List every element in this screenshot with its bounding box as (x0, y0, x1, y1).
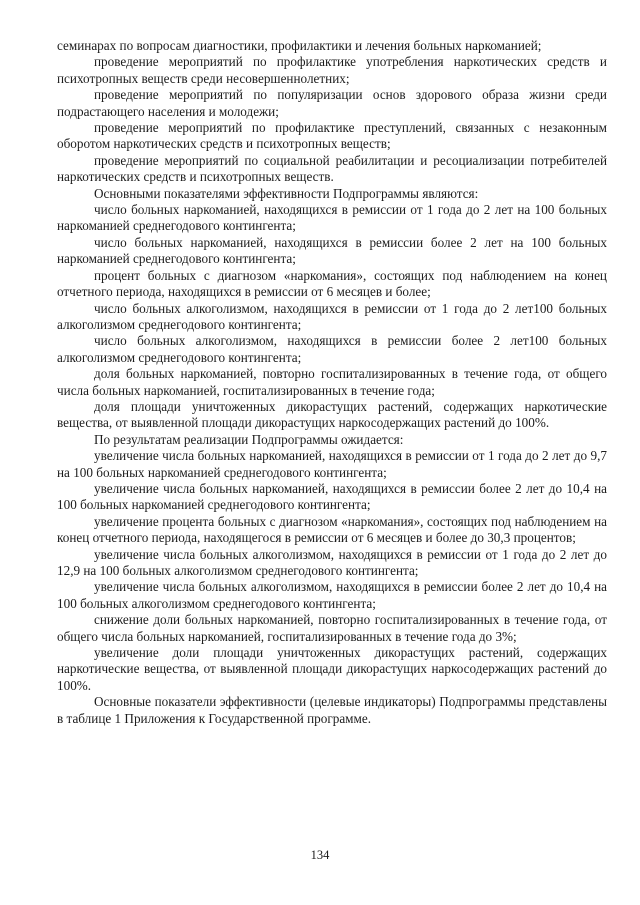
page-number: 134 (310, 848, 330, 862)
paragraph: увеличение числа больных алкоголизмом, находящихся в ремиссии более 2 лет до 10,4 на 100 больных алкоголизмом среднегодового контингента; (57, 579, 607, 611)
paragraph: Основные показатели эффективности (целевые индикаторы) Подпрограммы представлены в таблице 1 Приложения к Государственной программе. (57, 694, 607, 726)
paragraph-heading: Основными показателями эффективности Подпрограммы являются: (94, 185, 479, 201)
paragraph: число больных алкоголизмом, находящихся в ремиссии более 2 лет100 больных алкоголизмом среднегодового контингента; (57, 333, 607, 365)
paragraph-heading: По результатам реализации Подпрограммы ожидается: (94, 431, 404, 447)
paragraph: увеличение числа больных алкоголизмом, находящихся в ремиссии от 1 года до 2 лет до 12,9 на 100 больных алкоголизмом среднегодового контингента; (57, 546, 607, 578)
paragraph: доля больных наркоманией, повторно госпитализированных в течение года, от общего числа больных наркоманией, госпитализированных в течение года; (57, 366, 607, 398)
paragraph: увеличение процента больных с диагнозом «наркомания», состоящих под наблюдением на конец отчетного периода, находящегося в ремиссии от 6 месяцев и более до 30,3 процентов; (57, 513, 607, 546)
paragraph: снижение доли больных наркоманией, повторно госпитализированных в течение года, от общего числа больных наркоманией, госпитализированных в течение года до 3%; (57, 612, 607, 644)
document-page (57, 38, 607, 727)
paragraph: число больных наркоманией, находящихся в ремиссии более 2 лет на 100 больных наркоманией среднегодового контингента; (57, 234, 607, 267)
paragraph: проведение мероприятий по профилактике преступлений, связанных с незаконным оборотом наркотических средств и психотропных веществ; (57, 120, 607, 152)
paragraph: проведение мероприятий по популяризации основ здорового образа жизни среди подрастающего населения и молодежи; (57, 87, 607, 119)
paragraph: число больных алкоголизмом, находящихся в ремиссии от 1 года до 2 лет100 больных алкоголизмом среднегодового контингента; (57, 300, 607, 332)
paragraph: увеличение доли площади уничтоженных дикорастущих растений, содержащих наркотические вещества, от выявленной площади дикорастущих наркосодержащих растений до 100%. (57, 645, 607, 693)
paragraph-continuation: семинарах по вопросам диагностики, профилактики и лечения больных наркоманией; (57, 38, 542, 53)
paragraph: проведение мероприятий по социальной реабилитации и ресоциализации потребителей наркотических средств и психотропных веществ. (57, 152, 607, 185)
paragraph: доля площади уничтоженных дикорастущих растений, содержащих наркотические вещества, от выявленной площади дикорастущих наркосодержащих растений до 100%. (57, 398, 607, 431)
paragraph: число больных наркоманией, находящихся в ремиссии от 1 года до 2 лет на 100 больных наркоманией среднегодового контингента; (57, 202, 607, 234)
paragraph: проведение мероприятий по профилактике употребления наркотических средств и психотропных веществ среди несовершеннолетних; (57, 54, 607, 86)
paragraph: увеличение числа больных наркоманией, находящихся в ремиссии от 1 года до 2 лет до 9,7 на 100 больных наркоманией среднегодового контингента; (57, 448, 607, 480)
paragraph: процент больных с диагнозом «наркомания», состоящих под наблюдением на конец отчетного периода, находящихся в ремиссии от 6 месяцев и более; (57, 267, 607, 300)
paragraph: увеличение числа больных наркоманией, находящихся в ремиссии более 2 лет до 10,4 на 100 больных наркоманией среднегодового контингента; (57, 480, 607, 513)
